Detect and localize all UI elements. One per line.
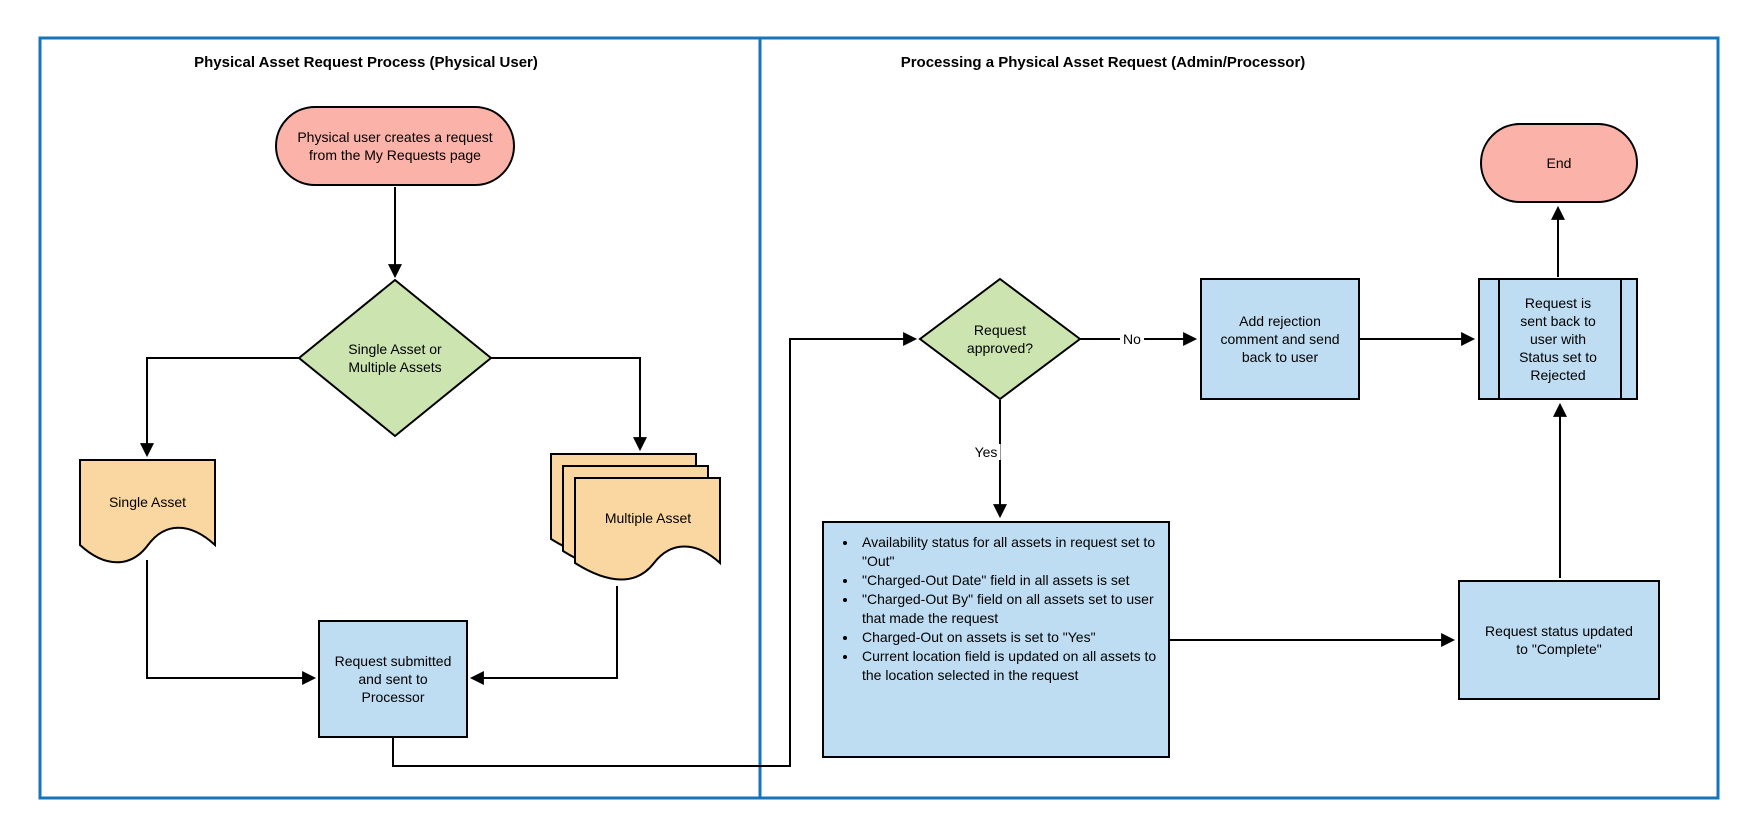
end-terminator: End xyxy=(1480,123,1638,203)
action-item: • Current location field is updated on all assets to the location selected in the request xyxy=(858,647,1158,685)
connector-multiple-asset-to-submit xyxy=(472,586,617,678)
submit-process-box: Request submitted and sent to Processor xyxy=(318,620,468,738)
right-panel-title: Processing a Physical Asset Request (Admin/Processor) xyxy=(900,54,1306,71)
sent-back-predefined-box xyxy=(1478,278,1638,400)
connector-decision-to-multiple-asset xyxy=(491,358,640,449)
predefined-left-bar xyxy=(1498,280,1500,398)
left-panel-title: Physical Asset Request Process (Physical User) xyxy=(194,54,538,71)
reject-process-box: Add rejection comment and send back to user xyxy=(1200,278,1360,400)
yes-edge-label: Yes xyxy=(972,444,1001,460)
decision-request-approved-label: Request approved? xyxy=(966,322,1034,356)
connector-decision-to-single-asset xyxy=(147,358,299,455)
decision-asset-type-label: Single Asset or Multiple Assets xyxy=(348,341,442,375)
multiple-asset-doc-label: Multiple Asset xyxy=(604,510,692,526)
action-item: • "Charged-Out Date" field in all assets is set xyxy=(858,571,1158,590)
connector-single-asset-to-submit xyxy=(147,560,314,678)
complete-process-box: Request status updated to "Complete" xyxy=(1458,580,1660,700)
action-item: • "Charged-Out By" field on all assets set to user that made the request xyxy=(858,590,1158,628)
approved-actions-box xyxy=(822,521,1170,758)
start-terminator: Physical user creates a request from the My Requests page xyxy=(275,106,515,186)
sent-back-label: Request is sent back to user with Status set to Rejected xyxy=(1519,295,1597,383)
single-asset-doc-label: Single Asset xyxy=(108,494,187,510)
predefined-right-bar xyxy=(1620,280,1622,398)
action-item: • Availability status for all assets in request set to "Out" xyxy=(858,533,1158,571)
no-edge-label: No xyxy=(1120,331,1144,347)
action-item: • Charged-Out on assets is set to "Yes" xyxy=(858,628,1158,647)
approved-actions-list xyxy=(824,533,1168,685)
